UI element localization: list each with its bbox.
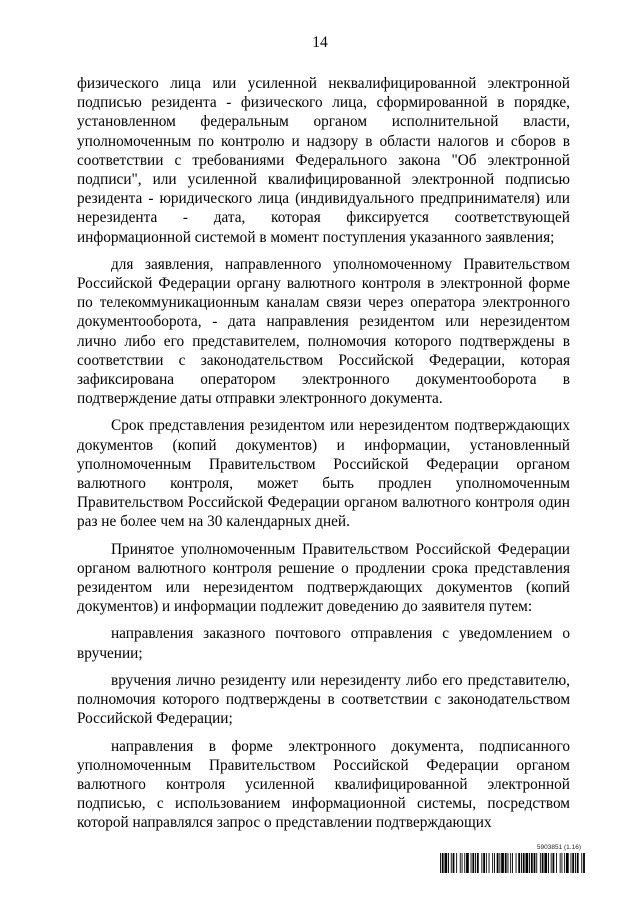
paragraph-2: для заявления, направленного уполномоченному Правительством Российской Федерации органу валютного контроля в электронной форме по телекоммуникационным каналам связи через оператора электронного документооборота, - дата направления резидентом или нерезидентом лично либо его представителем, полномочия которого подтверждены в соответствии с законодательством Российской Федерации, которая зафиксирована оператором электронного документооборота в подтверждение даты отправки электронного документа. bbox=[77, 255, 570, 408]
paragraph-5: направления заказного почтового отправления с уведомлением о вручении; bbox=[77, 625, 570, 662]
paragraph-7: направления в форме электронного документа, подписанного уполномоченным Правительством Российской Федерации органом валютного контроля усиленной квалифицированной электронной подписью, с использованием информационной системы, посредством которой направлялся запрос о представлении подтверждающих bbox=[77, 737, 570, 832]
paragraph-1: физического лица или усиленной неквалифицированной электронной подписью резидента - физического лица, сформированной в порядке, установленном федеральным органом исполнительной власти, уполномоченным по контролю и надзору в области налогов и сборов в соответствии с требованиями Федерального закона "Об электронной подписи", или усиленной квалифицированной электронной подписью резидента - юридического лица (индивидуального предпринимателя) или нерезидента - дата, которая фиксируется соответствующей информационной системой в момент поступления указанного заявления; bbox=[77, 75, 570, 246]
document-body bbox=[77, 74, 570, 833]
barcode-block bbox=[440, 844, 585, 874]
barcode-code: 5903851 (1.16) bbox=[536, 844, 581, 851]
paragraph-3: Срок представления резидентом или нерезидентом подтверждающих документов (копий документов) и информации, установленный уполномоченным Правительством Российской Федерации органом валютного контроля, может быть продлен уполномоченным Правительством Российской Федерации органом валютного контроля один раз не более чем на 30 календарных дней. bbox=[77, 417, 570, 531]
paragraph-4: Принятое уполномоченным Правительством Российской Федерации органом валютного контроля решение о продлении срока представления резидентом или нерезидентом подтверждающих документов (копий документов) и информации подлежит доведению до заявителя путем: bbox=[77, 540, 570, 616]
paragraph-6: вручения лично резиденту или нерезиденту либо его представителю, полномочия которого подтверждены в соответствии с законодательством Российской Федерации; bbox=[77, 671, 570, 728]
page-number: 14 bbox=[312, 34, 328, 51]
barcode-image bbox=[440, 853, 585, 873]
